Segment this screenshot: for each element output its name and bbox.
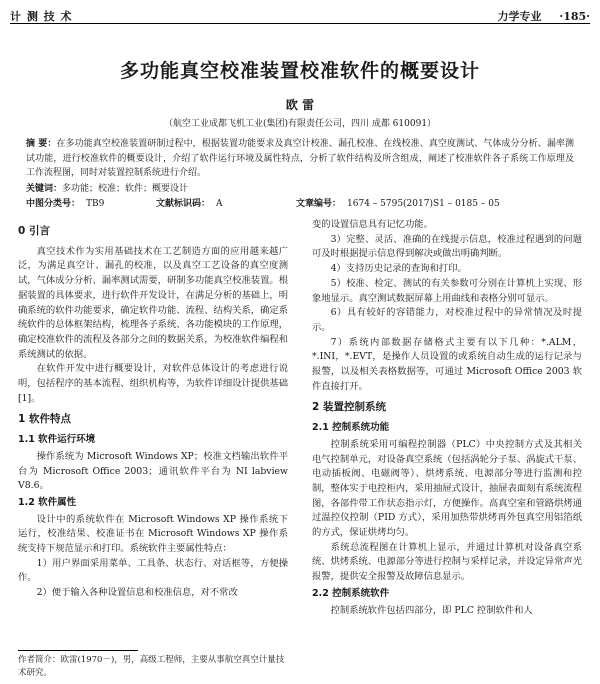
keywords [26,181,188,194]
abstract-label: 摘 要： [26,139,57,149]
header-rule [10,23,590,24]
keywords-text: 多功能；校准；软件；概要设计 [62,184,189,194]
journal-section: 计 测 技 术 [10,10,73,23]
footnote-rule [18,650,138,651]
author-footnote: 作者简介：欧雷(1970－)，男，高级工程师，主要从事航空真空计量技术研究。 [18,655,285,678]
section-heading: 1 软件特点 [18,413,71,426]
paragraph: 在软件开发中进行概要设计，对软件总体设计的考虑进行说明，包括程序的基本流程、组织机构等，为软件详细设计提供基础[1]。 [18,363,288,404]
clc-value: TB9 [86,199,105,209]
paragraph: 系统总流程图在计算机上显示，并通过计算机对设备真空系统、烘烤系统、电源部分等进行控制与采样记录，并设定异常声光报警，提供安全报警及故障信息显示。 [312,541,582,583]
subsection-heading: 1.2 软件属性 [18,496,77,508]
author-affiliation: （航空工业成都飞机工业(集团)有限责任公司，四川 成都 610091） [163,119,437,129]
list-item: 2）便于输入各种设置信息和校准信息，对不常改 [36,587,238,599]
subsection-heading: 2.2 控制系统软件 [312,587,390,599]
list-item: 5）校准、检定、测试的有关参数可分别在计算机上实现、形象地显示。真空测试数据屏幕上用曲线和表格分别可显示。 [312,277,582,304]
doc-value: A [216,199,223,209]
paper-title: 多功能真空校准装置校准软件的概要设计 [119,60,480,82]
author-name: 欧 雷 [285,98,315,112]
abstract [26,137,574,181]
paragraph: 操作系统为 Microsoft Windows XP；校准文档输出软件平台为 Microsoft Office 2003；通讯软件平台为 NI labview V8.6。 [18,450,288,492]
clc-label: 中图分类号： [26,199,81,209]
doc-label: 文献标识码： [156,199,211,209]
doc-code [156,196,223,209]
journal-category: 力学专业 [497,10,542,23]
section-heading: 0 引言 [18,225,50,237]
list-item: 6）具有较好的容错能力，对校准过程中的异常情况及时提示。 [312,307,582,333]
abstract-text: 在多功能真空校准装置研制过程中，根据装置功能要求及真空计校准、漏孔校准、在线校准、真空度测试、气体成分分析、漏率测试功能，进行校准软件的概要设计，介绍了软件运行环境及属性特点，分析了软件结构及所含组成，阐述了校准软件各子系统工作原理及工作流程图，同时对装置控制系统进行介绍。 [26,139,574,178]
subsection-heading: 1.1 软件运行环境 [18,434,96,446]
list-item: 1）用户界面采用菜单、工具条、状态行、对话框等，方便操作。 [18,557,288,584]
section-heading: 2 装置控制系统 [312,401,386,414]
art-label: 文章编号： [296,199,342,209]
list-item: 4）支持历史记录的查询和打印。 [330,263,467,275]
journal-issue-info [484,8,590,24]
paragraph: 真空技术作为实用基础技术在工艺制造方面的应用越来越广泛，为满足真空计、漏孔的校准，以及真空工艺设备的真空度测试，气体成分分析、漏率测试需要，研制多功能真空校准装置。根据装置的具体要求，进行软件开发设计，在满足分析的基础上，明确系统的软件功能要求，确定软件功能、流程、结构关系，确定系统软件的总体框架结构，梳理各子系统、各功能模块的工作原理，确定校准软件的流程及各部分之间的数据关系，为校准软件编程和系统测试的依据。 [18,245,288,360]
keywords-label: 关键词： [26,184,63,194]
art-value: 1674 – 5795(2017)S1 – 0185 – 05 [347,199,500,209]
left-column [18,218,288,601]
list-item: 7）系统内部数据存储格式主要有以下几种：*.ALM，*.INI，*.EVT，是操作人员设置的或系统自动生成的运行记录与报警，以及相关表格数据等，可通过 Microsoft Office 2003 软件直接打开。 [312,336,582,392]
article-number [296,196,500,209]
paragraph: 设计中的系统软件在 Microsoft Windows XP 操作系统下运行，校准结果、校准证书在 Microsoft Windows XP 操作系统支持下规范显示和打印。系统软件主要属性特点： [18,513,288,555]
clc-number [26,196,104,209]
subsection-heading: 2.1 控制系统功能 [312,422,390,434]
right-column [312,218,582,618]
paragraph: 变的设置信息具有记忆功能。 [312,219,433,230]
paragraph: 控制系统软件包括四部分，即 PLC 控制软件和人 [330,604,533,616]
paragraph: 控制系统采用可编程控制器（PLC）中央控制方式及其相关电气控制单元，对设备真空系统（包括涡轮分子泵、涡旋式干泵、电动插板阀、电磁阀等）、烘烤系统、电源部分等进行监测和控制，整体实于电控柜内，采用抽屉式设计，抽屉表面刻有系统流程图，各部件带工作状态指示灯，方便操作。高真空室和管路烘烤通过温控仪控制（PID 方式），采用加热带烘烤再外包真空用铝箔纸的方式，保证烘烤均匀。 [312,438,582,539]
list-item: 3）完整、灵活、准确的在线提示信息，校准过程遇到的问题可及时根据提示信息得到解决或做出明确判断。 [312,233,582,260]
page-number: ·185· [559,10,590,23]
running-header [10,6,590,24]
